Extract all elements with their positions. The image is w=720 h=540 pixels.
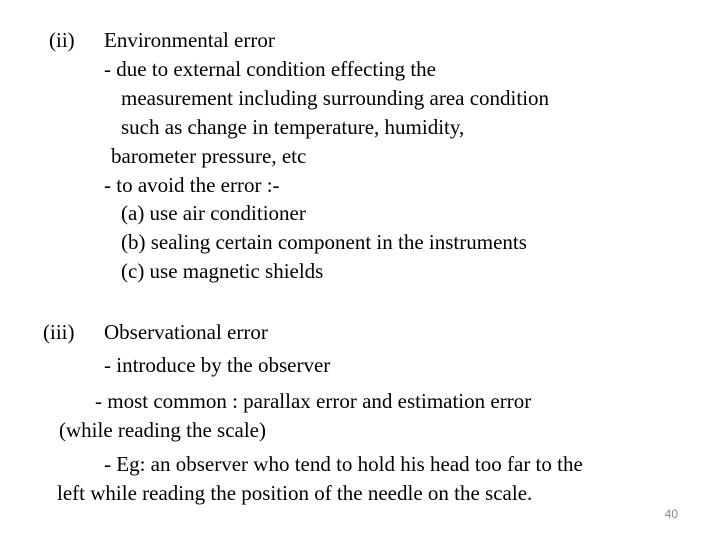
bullet-line: - to avoid the error :- [104,173,280,197]
section-title: Observational error [104,320,268,344]
section-title: Environmental error [104,28,275,52]
bullet-line: left while reading the position of the needle on the scale. [57,481,533,505]
bullet-line: barometer pressure, etc [111,144,307,168]
bullet-line: such as change in temperature, humidity, [121,115,465,139]
bullet-line: (while reading the scale) [59,418,266,442]
bullet-line: - due to external condition effecting the [104,57,436,81]
page-number: 40 [664,507,678,521]
section-marker: (iii) [43,320,75,344]
list-item: (c) use magnetic shields [121,259,324,283]
bullet-line: measurement including surrounding area condition [121,86,550,110]
bullet-line: - introduce by the observer [104,353,331,377]
bullet-line: - most common : parallax error and estimation error [95,389,532,413]
section-marker: (ii) [49,28,75,52]
list-item: (a) use air conditioner [121,201,306,225]
bullet-line: - Eg: an observer who tend to hold his head too far to the [104,452,583,476]
list-item: (b) sealing certain component in the instruments [121,230,527,254]
